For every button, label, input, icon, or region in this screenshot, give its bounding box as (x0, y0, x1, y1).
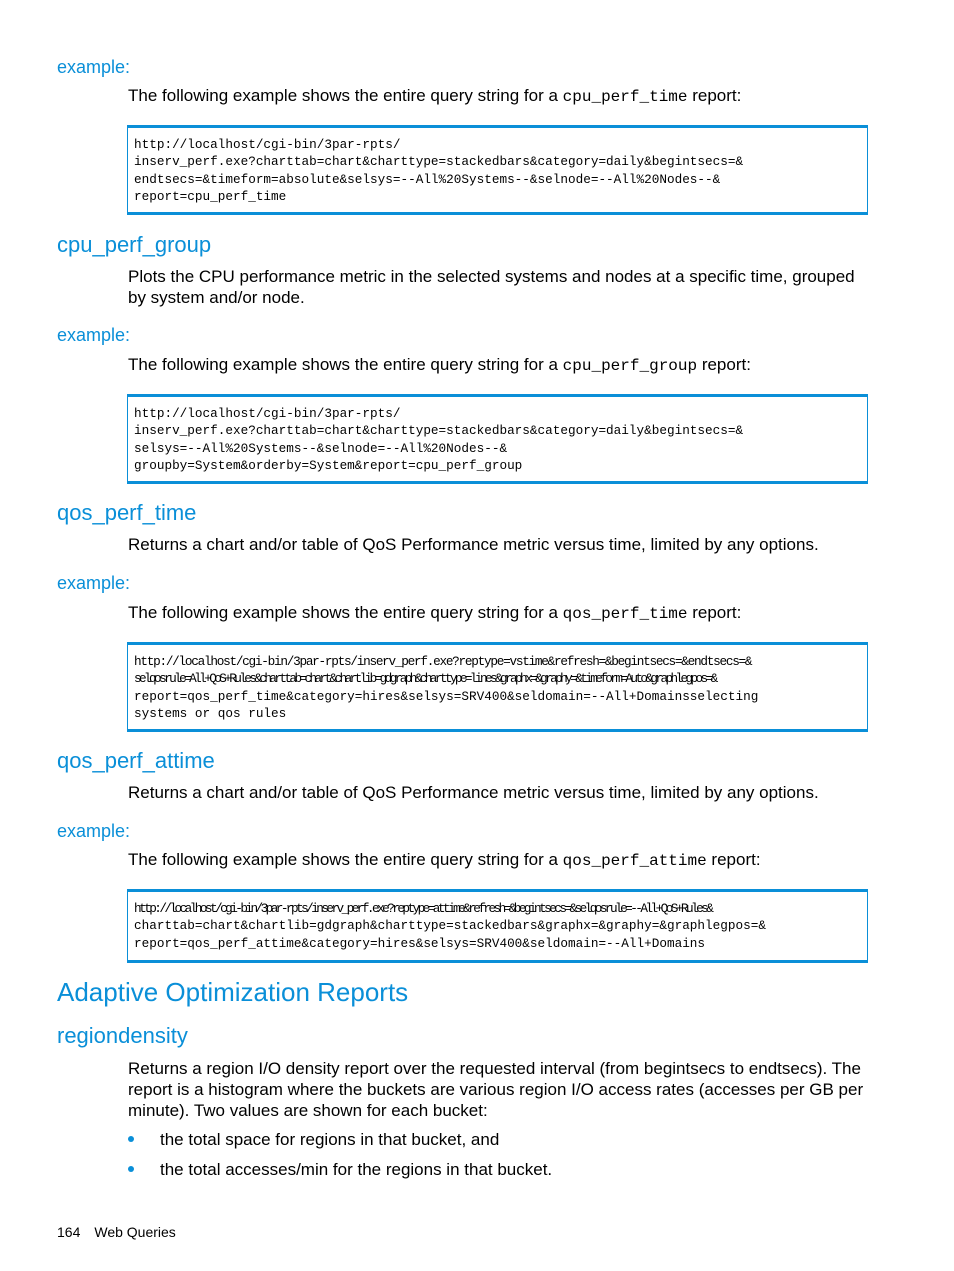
page-number: 164 (57, 1224, 81, 1240)
intro-code: qos_perf_time (562, 605, 688, 623)
intro-text: The following example shows the entire query string for a (128, 850, 563, 869)
code-line: http://localhost/cgi-bin/3par-rpts/inserv_perf.exe?reptype=attime&refresh=&begintsecs=&selqosrule=--All+QoS+Rules& (134, 901, 712, 916)
intro-suffix: report: (697, 355, 751, 374)
code-line: report=cpu_perf_time (134, 188, 287, 204)
list-item (128, 1129, 499, 1150)
chapter-heading: Adaptive Optimization Reports (57, 977, 409, 1007)
code-line: report=qos_perf_time&category=hires&selsys=SRV400&seldomain=--All+Domainsselecting (134, 688, 759, 704)
list-item (128, 1159, 552, 1180)
section-description: Returns a region I/O density report over the requested interval (from begintsecs to endtsecs). The report is a histogram where the buckets are various region I/O access rates (accesses per GB per minute). Two values are shown for each bucket: (128, 1059, 864, 1120)
intro-code: cpu_perf_time (562, 88, 688, 106)
example-intro (128, 849, 868, 872)
section-heading: cpu_perf_group (57, 232, 212, 257)
example-intro (128, 85, 868, 108)
code-line: selsys=--All%20Systems--&selnode=--All%20Nodes--& (134, 440, 508, 456)
example-label: example: (57, 325, 131, 345)
section-description: Plots the CPU performance metric in the selected systems and nodes at a specific time, grouped by system and/or node. (128, 267, 855, 307)
code-line: report=qos_perf_attime&category=hires&selsys=SRV400&seldomain=--All+Domains (134, 935, 706, 951)
example-intro (128, 354, 868, 377)
intro-code: qos_perf_attime (562, 852, 707, 870)
page-footer (57, 1223, 176, 1241)
intro-text: The following example shows the entire query string for a (128, 603, 563, 622)
code-line: http://localhost/cgi-bin/3par-rpts/inserv_perf.exe?reptype=vstime&refresh=&begintsecs=&endtsecs=& (134, 654, 752, 669)
example-label: example: (57, 573, 131, 593)
code-line: selqosrule=All+QoS+Rules&charttab=chart&chartlib=gdgraph&charttype=lines&graphx=&graphy=&timeform=Auto&graphlegpos=& (134, 671, 716, 687)
section-description: Returns a chart and/or table of QoS Performance metric versus time, limited by any options. (128, 535, 819, 554)
code-line: inserv_perf.exe?charttab=chart&charttype=stackedbars&category=daily&begintsecs=& (134, 154, 744, 170)
bullet-icon (128, 1166, 134, 1172)
section-heading: qos_perf_time (57, 500, 197, 525)
code-line: http://localhost/cgi-bin/3par-rpts/ (134, 137, 401, 152)
code-line: endtsecs=&timeform=absolute&selsys=--All%20Systems--&selnode=--All%20Nodes--& (134, 171, 721, 187)
intro-code: cpu_perf_group (562, 357, 698, 375)
code-line: groupby=System&orderby=System&report=cpu_perf_group (134, 457, 523, 473)
code-block (127, 889, 868, 963)
intro-suffix: report: (687, 603, 742, 622)
section-heading: regiondensity (57, 1023, 188, 1048)
code-line: systems or qos rules (134, 705, 287, 721)
list-item-text: the total accesses/min for the regions in that bucket. (160, 1160, 553, 1179)
example-label: example: (57, 821, 131, 841)
code-line: inserv_perf.exe?charttab=chart&charttype=stackedbars&category=daily&begintsecs=& (134, 423, 744, 439)
section-heading: qos_perf_attime (57, 748, 215, 773)
footer-section-title: Web Queries (94, 1224, 176, 1240)
example-label: example: (57, 57, 131, 77)
code-line: http://localhost/cgi-bin/3par-rpts/ (134, 406, 401, 421)
example-intro (128, 602, 868, 625)
intro-text: The following example shows the entire query string for a (128, 355, 563, 374)
list-item-text: the total space for regions in that bucket, and (160, 1130, 500, 1149)
intro-suffix: report: (687, 86, 742, 105)
code-block (127, 642, 868, 732)
code-line: charttab=chart&chartlib=gdgraph&charttype=stackedbars&graphx=&graphy=&graphlegpos=& (134, 918, 766, 934)
code-block (127, 394, 868, 484)
intro-text: The following example shows the entire query string for a (128, 86, 563, 105)
section-description: Returns a chart and/or table of QoS Performance metric versus time, limited by any options. (128, 783, 819, 802)
bullet-icon (128, 1136, 134, 1142)
intro-suffix: report: (706, 850, 761, 869)
code-block (127, 125, 868, 215)
